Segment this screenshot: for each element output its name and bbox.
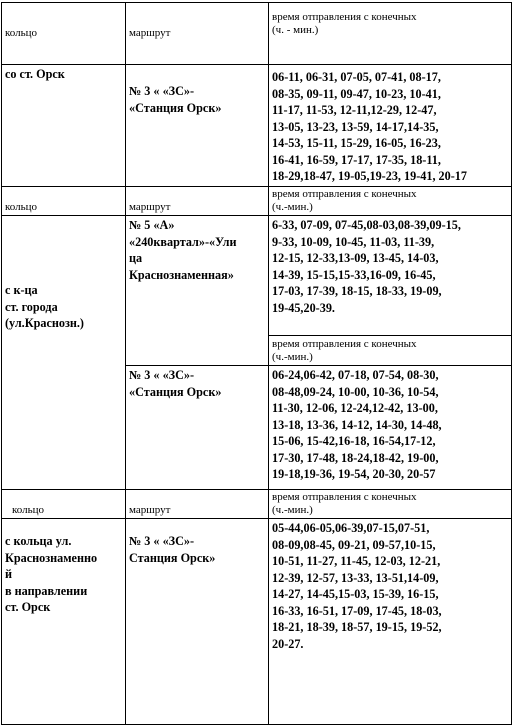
header2-route: маршрут — [126, 187, 269, 216]
header2-row — [2, 187, 512, 216]
schedule-table — [1, 2, 512, 725]
header2-times: время отправления с конечных (ч.-мин.) — [269, 187, 512, 216]
block1-route: № 3 « «ЗС»- «Станция Орск» — [126, 65, 269, 187]
block3-row — [2, 519, 512, 725]
block2-times-b: 06-24,06-42, 07-18, 07-54, 08-30, 08-48,09-24, 10-00, 10-36, 10-54, 11-30, 12-06, 12-24,12-42, 13-00, 13-18, 13-36, 14-12, 14-30, 14-48, 15-06, 15-42,16-18, 16-54,17-12, 17-30, 17-48, 18-24,18-42, 19-00, 19-18,19-36, 19-54, 20-30, 20-57 — [269, 366, 512, 490]
block2-route-a: № 5 «А» «240квартал»-«Ули ца Краснознаменная» — [126, 216, 269, 366]
block1-stop: со ст. Орск — [2, 65, 126, 187]
block2-stop: с к-ца ст. города (ул.Краснозн.) — [2, 216, 126, 490]
block1-times: 06-11, 06-31, 07-05, 07-41, 08-17, 08-35, 09-11, 09-47, 10-23, 10-41, 11-17, 11-53, 12-11,12-29, 12-47, 13-05, 13-23, 13-59, 14-17,14-35, 14-53, 15-11, 15-29, 16-05, 16-23, 16-41, 16-59, 17-17, 17-35, 18-11, 18-29,18-47, 19-05,19-23, 19-41, 20-17 — [269, 65, 512, 187]
header-row — [2, 3, 512, 65]
header3-route: маршрут — [126, 490, 269, 519]
block2a-row — [2, 216, 512, 336]
header-times: время отправления с конечных (ч. - мин.) — [269, 3, 512, 65]
block3-stop: с кольца ул. Краснознаменно й в направлении ст. Орск — [2, 519, 126, 725]
header3-stop: кольцо — [2, 490, 126, 519]
header-route: маршрут — [126, 3, 269, 65]
block1-row — [2, 65, 512, 187]
header3-times: время отправления с конечных (ч.-мин.) — [269, 490, 512, 519]
header2-stop: кольцо — [2, 187, 126, 216]
block3-times: 05-44,06-05,06-39,07-15,07-51, 08-09,08-45, 09-21, 09-57,10-15, 10-51, 11-27, 11-45, 12-03, 12-21, 12-39, 12-57, 13-33, 13-51,14-09, 14-27, 14-45,15-03, 15-39, 16-15, 16-33, 16-51, 17-09, 17-45, 18-03, 18-21, 18-39, 18-57, 19-15, 19-52, 20-27. — [269, 519, 512, 725]
header3-row — [2, 490, 512, 519]
block2-times-a: 6-33, 07-09, 07-45,08-03,08-39,09-15, 9-33, 10-09, 10-45, 11-03, 11-39, 12-15, 12-33,13-09, 13-45, 14-03, 14-39, 15-15,15-33,16-09, 16-45, 17-03, 17-39, 18-15, 18-33, 19-09, 19-45,20-39. — [269, 216, 512, 336]
block2-subheader: время отправления с конечных (ч.-мин.) — [269, 336, 512, 366]
block2-route-b: № 3 « «ЗС»- «Станция Орск» — [126, 366, 269, 490]
block3-route: № 3 « «ЗС»- Станция Орск» — [126, 519, 269, 725]
header-stop: кольцо — [2, 3, 126, 65]
